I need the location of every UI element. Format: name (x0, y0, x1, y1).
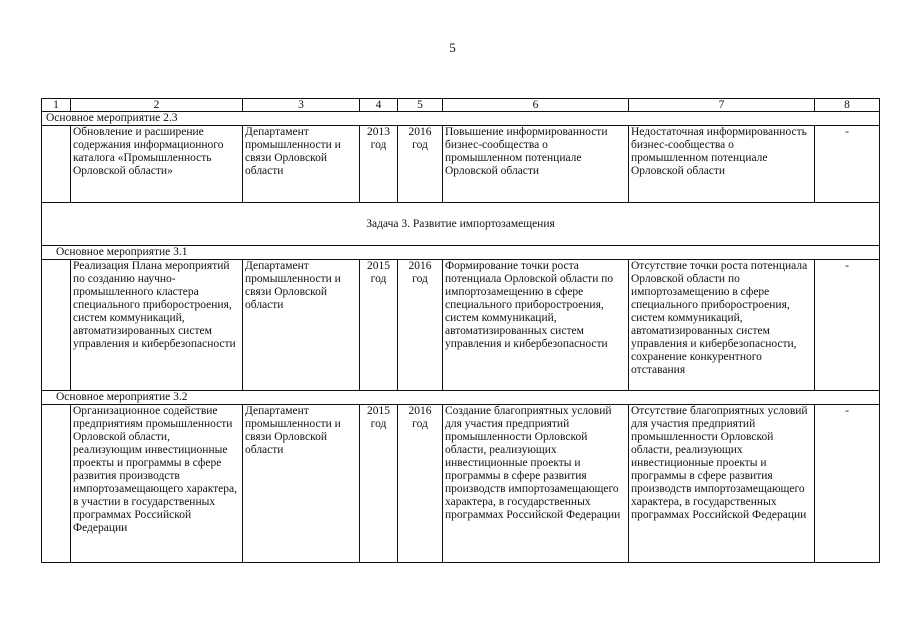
activities-table (41, 98, 880, 563)
table-row (42, 126, 880, 203)
column-number-cell: 1 (42, 99, 71, 112)
section-row (42, 246, 880, 260)
activity-name-cell: Организационное содействие предприятиям промышленности Орловской области, реализующим инвестиционные проекты и программы в сфере развития производств импортозамещающего характера, в участии в государственных программах Российской Федерации (71, 405, 243, 563)
column-number-cell: 3 (243, 99, 360, 112)
executor-cell: Департамент промышленности и связи Орловской области (243, 260, 360, 391)
task-title: Задача 3. Развитие импортозамещения (42, 203, 880, 246)
empty-cell (42, 260, 71, 391)
start-year-cell: 2015 год (360, 405, 398, 563)
activity-name-cell: Реализация Плана мероприятий по созданию научно-промышленного кластера специального приборостроения, систем коммуникаций, автоматизированных систем управления и кибербезопасности (71, 260, 243, 391)
column-number-cell: 2 (71, 99, 243, 112)
expected-result-cell: Создание благоприятных условий для участия предприятий промышленности Орловской области, реализующих инвестиционные проекты и программы в сфере развития производств импортозамещающего характера, в государственных программах Российской Федерации (443, 405, 629, 563)
start-year-cell: 2015 год (360, 260, 398, 391)
column-number-cell: 4 (360, 99, 398, 112)
section-title: Основное мероприятие 3.1 (42, 246, 880, 260)
consequences-cell: Недостаточная информированность бизнес-сообщества о промышленном потенциале Орловской области (629, 126, 815, 203)
section-row (42, 112, 880, 126)
link-cell: - (815, 126, 880, 203)
end-year-cell: 2016 год (398, 405, 443, 563)
page-number: 5 (449, 40, 456, 55)
column-number-cell: 6 (443, 99, 629, 112)
column-number-cell: 7 (629, 99, 815, 112)
start-year-cell: 2013 год (360, 126, 398, 203)
table-row (42, 405, 880, 563)
empty-cell (42, 126, 71, 203)
column-number-cell: 8 (815, 99, 880, 112)
empty-cell (42, 405, 71, 563)
section-row (42, 391, 880, 405)
column-number-row (42, 99, 880, 112)
task-row (42, 203, 880, 246)
end-year-cell: 2016 год (398, 260, 443, 391)
consequences-cell: Отсутствие точки роста потенциала Орловской области по импортозамещению в сфере специального приборостроения, систем коммуникаций, автоматизированных систем управления и кибербезопасности, сохранение конкурентного отставания (629, 260, 815, 391)
expected-result-cell: Формирование точки роста потенциала Орловской области по импортозамещению в сфере специального приборостроения, систем коммуникаций, автоматизированных систем управления и кибербезопасности (443, 260, 629, 391)
executor-cell: Департамент промышленности и связи Орловской области (243, 405, 360, 563)
executor-cell: Департамент промышленности и связи Орловской области (243, 126, 360, 203)
section-title: Основное мероприятие 2.3 (42, 112, 880, 126)
activity-name-cell: Обновление и расширение содержания информационного каталога «Промышленность Орловской области» (71, 126, 243, 203)
link-cell: - (815, 260, 880, 391)
expected-result-cell: Повышение информированности бизнес-сообщества о промышленном потенциале Орловской области (443, 126, 629, 203)
column-number-cell: 5 (398, 99, 443, 112)
consequences-cell: Отсутствие благоприятных условий для участия предприятий промышленности Орловской области, реализующих инвестиционные проекты и программы в сфере развития производств импортозамещающего характера, в государственных программах Российской Федерации (629, 405, 815, 563)
section-title: Основное мероприятие 3.2 (42, 391, 880, 405)
link-cell: - (815, 405, 880, 563)
table-row (42, 260, 880, 391)
end-year-cell: 2016 год (398, 126, 443, 203)
